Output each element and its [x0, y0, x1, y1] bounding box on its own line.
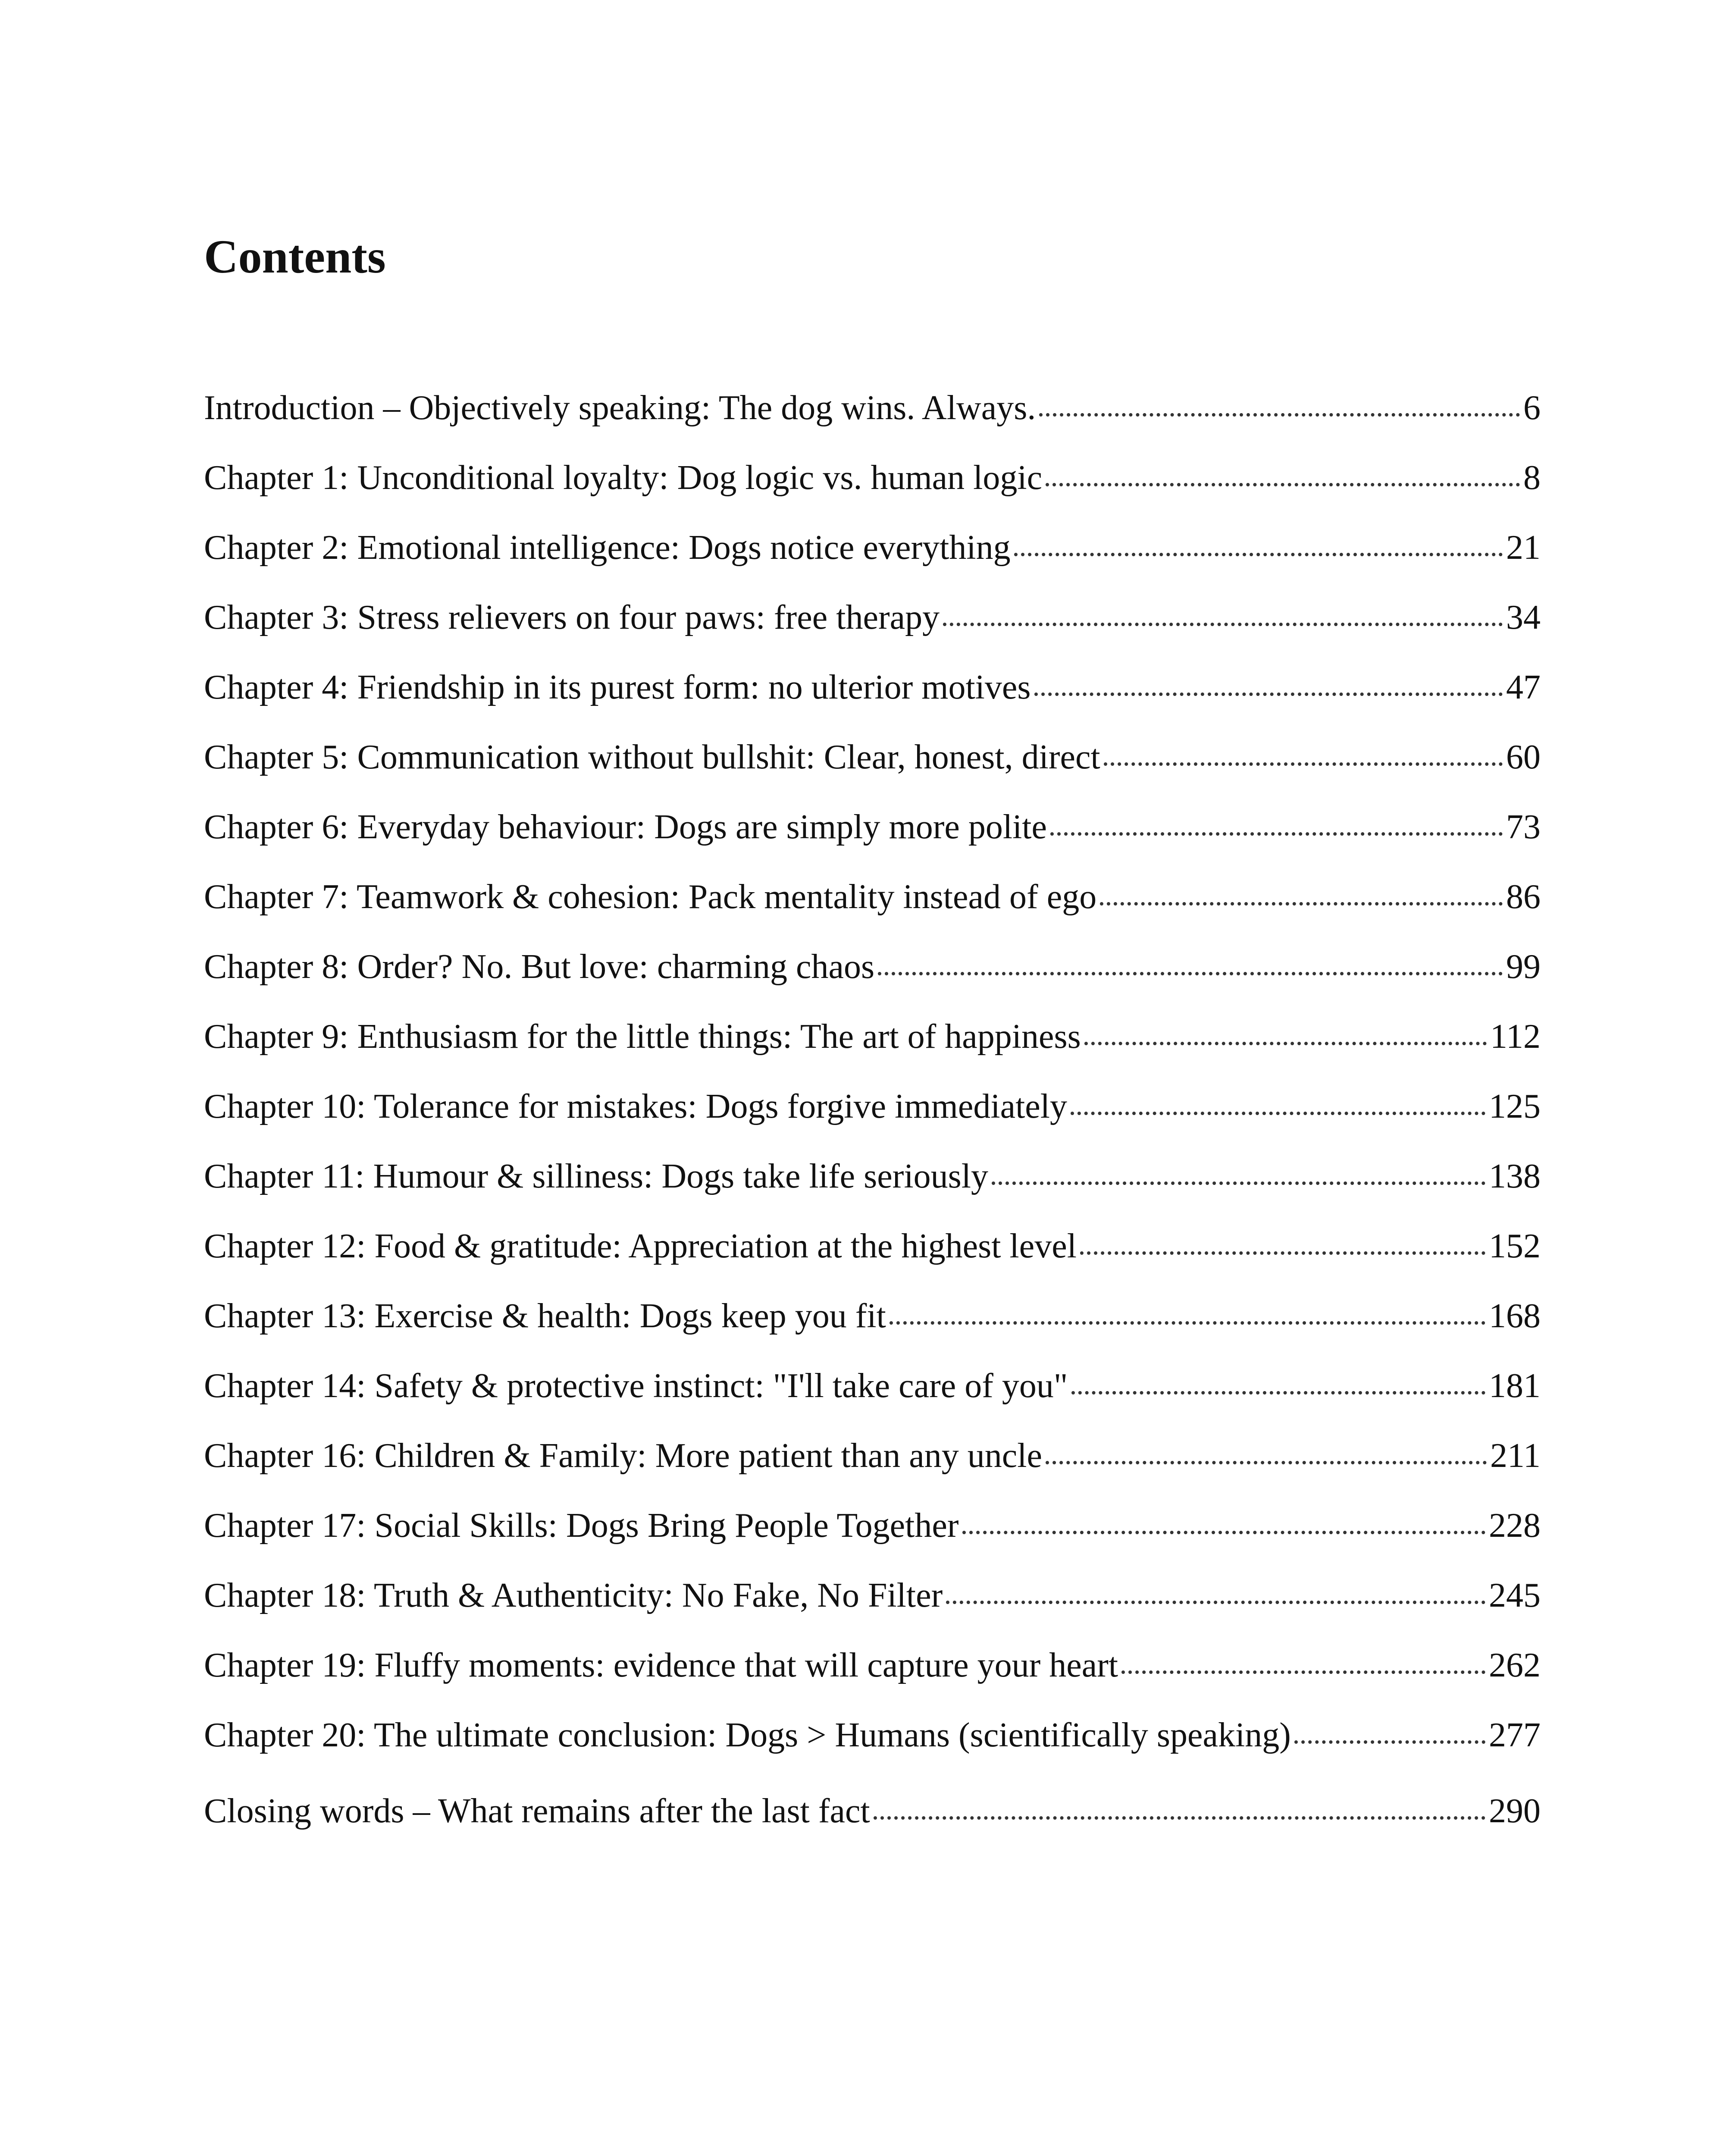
toc-entry-title: Chapter 10: Tolerance for mistakes: Dogs forgive immediately	[204, 1087, 1068, 1125]
toc-entry-page: 152	[1489, 1227, 1541, 1265]
toc-entry-page: 34	[1506, 599, 1541, 636]
toc-entry-title: Chapter 2: Emotional intelligence: Dogs notice everything	[204, 529, 1011, 567]
toc-entry-chapter-7[interactable]	[204, 877, 1541, 947]
toc-leader-dots	[1104, 762, 1503, 766]
toc-leader-dots	[1046, 483, 1520, 486]
toc-entry-page: 47	[1506, 668, 1541, 706]
toc-entry-chapter-16[interactable]	[204, 1436, 1541, 1506]
toc-entry-chapter-20[interactable]	[204, 1715, 1541, 1785]
toc-entry-title: Chapter 11: Humour & silliness: Dogs take life seriously	[204, 1157, 989, 1195]
toc-leader-dots	[878, 972, 1503, 975]
toc-entry-page: 60	[1506, 738, 1541, 776]
toc-entry-chapter-11[interactable]	[204, 1156, 1541, 1226]
toc-leader-dots	[1039, 413, 1520, 417]
toc-entry-title: Chapter 6: Everyday behaviour: Dogs are simply more polite	[204, 808, 1047, 846]
toc-entry-page: 245	[1489, 1576, 1541, 1614]
toc-leader-dots	[1046, 1461, 1487, 1464]
toc-entry-page: 181	[1489, 1367, 1541, 1405]
toc-entry-title: Chapter 3: Stress relievers on four paws: free therapy	[204, 599, 940, 636]
toc-entry-closing-words[interactable]	[204, 1791, 1541, 1861]
toc-entry-chapter-14[interactable]	[204, 1366, 1541, 1436]
toc-entry-title: Chapter 7: Teamwork & cohesion: Pack mentality instead of ego	[204, 878, 1097, 916]
toc-entry-title: Chapter 19: Fluffy moments: evidence that will capture your heart	[204, 1646, 1118, 1684]
toc-entry-title: Chapter 16: Children & Family: More patient than any uncle	[204, 1437, 1043, 1475]
toc-entry-chapter-18[interactable]	[204, 1576, 1541, 1645]
toc-leader-dots	[1071, 1391, 1485, 1395]
toc-entry-chapter-10[interactable]	[204, 1087, 1541, 1156]
toc-leader-dots	[992, 1181, 1485, 1185]
toc-entry-page: 211	[1490, 1437, 1541, 1475]
toc-entry-chapter-19[interactable]	[204, 1645, 1541, 1715]
toc-entry-chapter-12[interactable]	[204, 1226, 1541, 1296]
toc-entry-title: Introduction – Objectively speaking: The dog wins. Always.	[204, 389, 1036, 427]
toc-entry-page: 290	[1489, 1792, 1541, 1830]
toc-entry-chapter-3[interactable]	[204, 598, 1541, 667]
toc-entry-introduction[interactable]	[204, 388, 1541, 458]
toc-entry-page: 112	[1490, 1018, 1541, 1056]
toc-entry-chapter-6[interactable]	[204, 807, 1541, 877]
toc-entry-chapter-2[interactable]	[204, 528, 1541, 598]
toc-entry-page: 138	[1489, 1157, 1541, 1195]
toc-entry-title: Chapter 12: Food & gratitude: Appreciation at the highest level	[204, 1227, 1077, 1265]
toc-leader-dots	[889, 1321, 1485, 1325]
toc-entry-page: 262	[1489, 1646, 1541, 1684]
toc-entry-chapter-13[interactable]	[204, 1296, 1541, 1366]
toc-entry-title: Closing words – What remains after the last fact	[204, 1792, 870, 1830]
toc-entry-chapter-8[interactable]	[204, 947, 1541, 1017]
toc-entry-page: 125	[1489, 1087, 1541, 1125]
toc-leader-dots	[874, 1816, 1485, 1820]
toc-entry-chapter-17[interactable]	[204, 1506, 1541, 1576]
toc-entry-title: Chapter 13: Exercise & health: Dogs keep you fit	[204, 1297, 886, 1335]
toc-entry-title: Chapter 1: Unconditional loyalty: Dog logic vs. human logic	[204, 459, 1043, 497]
toc-leader-dots	[946, 1601, 1485, 1604]
toc-leader-dots	[1034, 693, 1503, 696]
toc-leader-dots	[1121, 1670, 1485, 1674]
toc-entry-title: Chapter 20: The ultimate conclusion: Dogs > Humans (scientifically speaking)	[204, 1716, 1291, 1754]
toc-entry-page: 99	[1506, 948, 1541, 986]
toc-entry-page: 168	[1489, 1297, 1541, 1335]
toc-entry-title: Chapter 8: Order? No. But love: charming chaos	[204, 948, 875, 986]
toc-entry-page: 228	[1489, 1507, 1541, 1545]
toc-entry-title: Chapter 18: Truth & Authenticity: No Fake, No Filter	[204, 1576, 943, 1614]
toc-entry-page: 6	[1523, 389, 1541, 427]
toc-entry-title: Chapter 9: Enthusiasm for the little things: The art of happiness	[204, 1018, 1081, 1056]
toc-leader-dots	[1080, 1251, 1485, 1255]
table-of-contents	[204, 388, 1541, 1861]
toc-leader-dots	[1100, 902, 1503, 906]
toc-leader-dots	[1050, 832, 1503, 836]
toc-entry-chapter-1[interactable]	[204, 458, 1541, 528]
toc-leader-dots	[943, 623, 1503, 626]
toc-entry-title: Chapter 14: Safety & protective instinct: "I'll take care of you"	[204, 1367, 1068, 1405]
toc-entry-page: 86	[1506, 878, 1541, 916]
toc-entry-chapter-4[interactable]	[204, 667, 1541, 737]
toc-entry-title: Chapter 5: Communication without bullshit: Clear, honest, direct	[204, 738, 1100, 776]
toc-entry-page: 277	[1489, 1716, 1541, 1754]
toc-entry-page: 8	[1523, 459, 1541, 497]
toc-entry-page: 21	[1506, 529, 1541, 567]
toc-entry-chapter-9[interactable]	[204, 1017, 1541, 1087]
toc-leader-dots	[962, 1531, 1485, 1534]
toc-entry-title: Chapter 17: Social Skills: Dogs Bring People Together	[204, 1507, 959, 1545]
toc-entry-title: Chapter 4: Friendship in its purest form: no ulterior motives	[204, 668, 1031, 706]
toc-leader-dots	[1294, 1740, 1485, 1744]
toc-leader-dots	[1084, 1042, 1487, 1045]
toc-entry-chapter-5[interactable]	[204, 737, 1541, 807]
contents-heading: Contents	[204, 230, 386, 283]
toc-leader-dots	[1071, 1112, 1485, 1115]
toc-leader-dots	[1014, 553, 1503, 556]
toc-entry-page: 73	[1506, 808, 1541, 846]
